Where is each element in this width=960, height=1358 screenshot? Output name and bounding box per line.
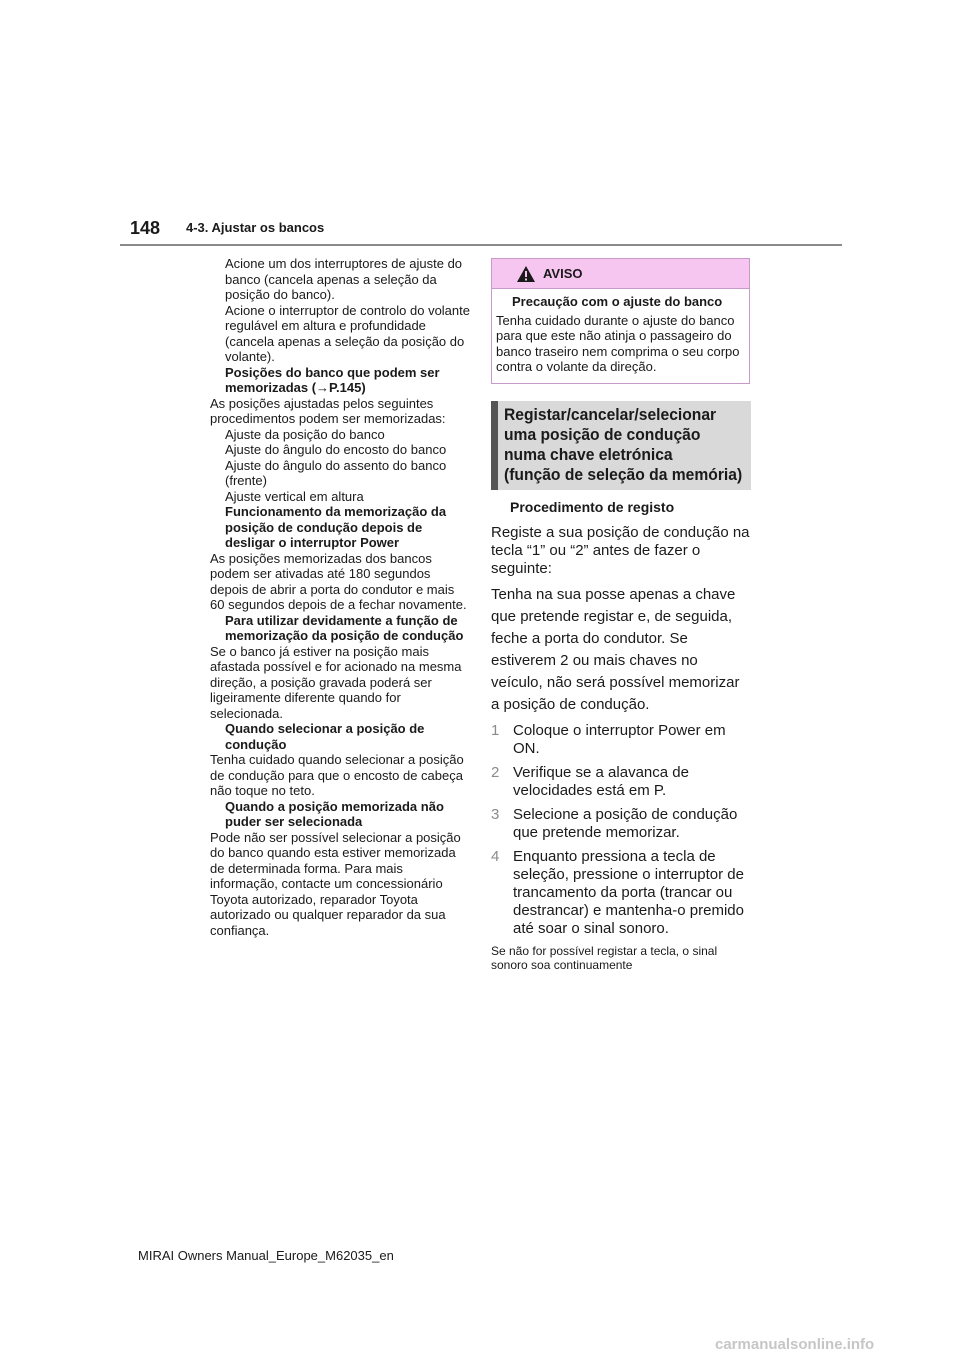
warning-title: Precaução com o ajuste do banco — [512, 294, 723, 309]
subheading-memorizable-text: Posições do banco que podem ser memorizadas ( — [225, 364, 440, 395]
warning-icon — [516, 265, 536, 283]
subheading-cannot-select: Quando a posição memorizada não puder ser selecionada — [225, 798, 444, 829]
section-heading-band — [491, 401, 751, 490]
warning-header — [492, 259, 749, 289]
subheading-proper-use: Para utilizar devidamente a função de memorização da posição de condução — [225, 612, 464, 643]
section-heading — [504, 405, 742, 485]
procedure-intro: Registe a sua posição de condução na tecla “1” ou “2” antes de fazer o seguinte: — [491, 523, 750, 577]
warning-box — [491, 258, 750, 384]
section-heading-line: uma posição de condução — [504, 424, 701, 444]
subheading-memory-after-power-off: Funcionamento da memorização da posição de condução depois de desligar o interruptor Power — [225, 504, 447, 550]
step-item — [491, 722, 751, 758]
step-item — [491, 764, 751, 800]
paragraph-proper-use: Se o banco já estiver na posição mais afastada possível e for acionado na mesma direção, a posição gravada poderá ser ligeiramente diferente quando for selecionada. — [210, 643, 462, 721]
section-heading-line: Registar/cancelar/selecionar — [504, 404, 717, 424]
header-divider — [120, 244, 842, 246]
procedure-keys-paragraph: Tenha na sua posse apenas a chave que pretende registar e, de seguida, feche a porta do condutor. Se estiverem 2 ou mais chaves no veículo, não será possível memorizar a posição de condução. — [491, 585, 740, 713]
list-item: Ajuste do ângulo do assento do banco (frente) — [225, 457, 447, 488]
step-text: Coloque o interruptor Power em ON. — [513, 721, 726, 757]
warning-body — [492, 289, 749, 383]
section-heading-line: numa chave eletrónica — [504, 444, 673, 464]
paragraph-adjusted-positions: As posições ajustadas pelos seguintes procedimentos podem ser memorizadas: — [210, 395, 446, 426]
warning-text: Tenha cuidado durante o ajuste do banco para que este não atinja o passageiro do banco traseiro nem comprima o seu corpo contra o volante da direção. — [496, 312, 740, 374]
step-text: Enquanto pressiona a tecla de seleção, pressione o interruptor de trancamento da porta (trancar ou destrancar) e mantenha-o premido até soar o sinal sonoro. — [513, 847, 744, 937]
list-item: Ajuste do ângulo do encosto do banco — [225, 442, 447, 457]
section-title: 4-3. Ajustar os bancos — [186, 220, 325, 235]
paragraph-memory-timing: As posições memorizadas dos bancos podem ser ativadas até 180 segundos depois de abrir a porta do condutor e mais 60 segundos depois de a fechar novamente. — [210, 550, 467, 612]
watermark: carmanualsonline.info — [715, 1336, 875, 1353]
section-heading-accent — [491, 401, 498, 490]
step-number: 4 — [491, 847, 500, 865]
step-text: Verifique se a alavanca de velocidades está em P. — [513, 763, 689, 799]
page-reference-link[interactable]: →P.145 — [316, 380, 362, 395]
step-number: 3 — [491, 805, 500, 823]
warning-label: AVISO — [543, 266, 583, 281]
subheading-memorizable-positions — [210, 365, 472, 396]
right-column — [491, 258, 751, 972]
subheading-memorizable-close: ) — [361, 380, 366, 395]
step-number: 2 — [491, 763, 500, 781]
procedure-steps — [491, 722, 751, 938]
paragraph-selecting-position: Tenha cuidado quando selecionar a posição de condução para que o encosto de cabeça não toque no teto. — [210, 752, 464, 798]
paragraph-cancel-seat: Acione um dos interruptores de ajuste do banco (cancela apenas a seleção da posição do banco). — [225, 256, 463, 302]
section-heading-line: (função de seleção da memória) — [504, 464, 743, 484]
paragraph-cancel-wheel: Acione o interruptor de controlo do volante regulável em altura e profundidade (cancela apenas a seleção da posição do volante). — [225, 302, 470, 364]
page-number: 148 — [130, 218, 161, 238]
list-item: Ajuste vertical em altura — [225, 488, 364, 504]
paragraph-cannot-select: Pode não ser possível selecionar a posição do banco quando esta estiver memorizada de determinada forma. Para mais informação, contacte um concessionário Toyota autorizado, reparador Toyota autorizado ou qualquer reparador da sua confiança. — [210, 829, 461, 938]
procedure-note: Se não for possível registar a tecla, o sinal sonoro soa continuamente — [491, 943, 718, 972]
subheading-selecting-position: Quando selecionar a posição de condução — [225, 721, 425, 752]
procedure-title: Procedimento de registo — [510, 498, 675, 515]
step-text: Selecione a posição de condução que pretende memorizar. — [513, 805, 738, 841]
step-item — [491, 806, 751, 842]
step-number: 1 — [491, 721, 500, 739]
footer-manual-id: MIRAI Owners Manual_Europe_M62035_en — [138, 1248, 394, 1263]
left-column — [210, 256, 472, 938]
list-item: Ajuste da posição do banco — [225, 426, 385, 442]
step-item — [491, 848, 751, 938]
